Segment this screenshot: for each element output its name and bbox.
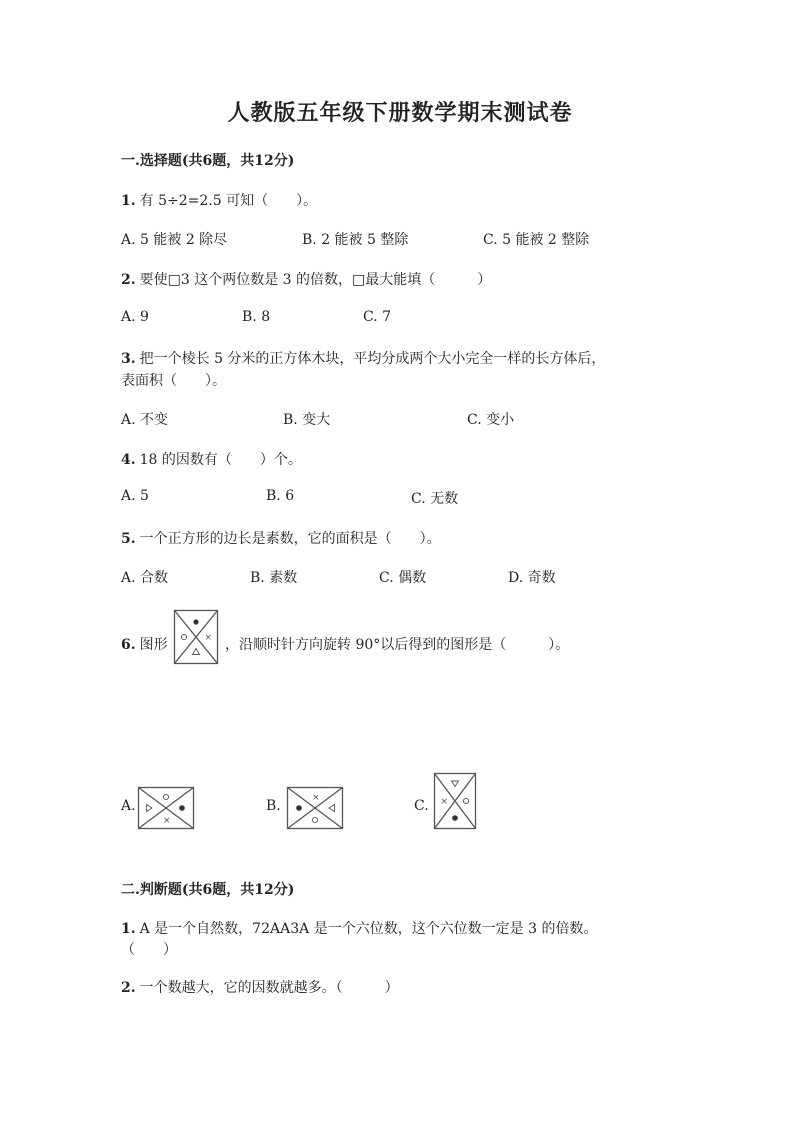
question-number: 3. bbox=[121, 351, 136, 367]
triangle-icon bbox=[147, 805, 153, 812]
question-text-prefix: 图形 bbox=[139, 637, 168, 653]
question-number: 1. bbox=[121, 193, 136, 209]
cross-icon: × bbox=[440, 797, 449, 807]
question-number: 5. bbox=[121, 531, 136, 547]
question-2 bbox=[121, 269, 491, 289]
q1-option-c: C. 5 能被 2 整除 bbox=[483, 232, 590, 248]
section-heading-choice: 一.选择题(共6题，共12分) bbox=[121, 153, 295, 169]
question-6-suffix: ，沿顺时针方向旋转 90°以后得到的图形是（ ）。 bbox=[225, 637, 570, 653]
question-3-line2: 表面积（ ）。 bbox=[121, 373, 226, 389]
triangle-icon bbox=[329, 805, 335, 812]
filled-dot-icon bbox=[296, 805, 302, 811]
section-heading-judgement: 二.判断题(共6题，共12分) bbox=[121, 882, 295, 898]
question-6-prefix bbox=[121, 634, 168, 654]
question-number: 4. bbox=[121, 452, 136, 468]
q5-option-a: A. 合数 bbox=[121, 570, 169, 586]
question-5 bbox=[121, 528, 441, 548]
page-title: 人教版五年级下册数学期末测试卷 bbox=[227, 100, 573, 126]
question-text: 要使□3 这个两位数是 3 的倍数，□最大能填（ ） bbox=[139, 272, 492, 288]
judgement-1-line2: （ ） bbox=[121, 942, 177, 958]
question-number: 2. bbox=[121, 980, 136, 996]
q6-option-a-label: A. bbox=[121, 798, 136, 814]
q4-option-a: A. 5 bbox=[121, 488, 149, 504]
question-text: 一个正方形的边长是素数，它的面积是（ ）。 bbox=[139, 531, 441, 547]
q2-option-b: B. 8 bbox=[242, 309, 271, 325]
q6-original-figure bbox=[173, 609, 219, 665]
question-text: 一个数越大，它的因数就越多。（ ） bbox=[139, 980, 399, 996]
q5-option-b: B. 素数 bbox=[250, 570, 298, 586]
q1-option-b: B. 2 能被 5 整除 bbox=[302, 232, 409, 248]
cross-icon: × bbox=[163, 816, 171, 826]
question-number: 6. bbox=[121, 637, 136, 653]
question-number: 2. bbox=[121, 272, 136, 288]
q3-option-a: A. 不变 bbox=[121, 412, 169, 428]
question-text-line1: A 是一个自然数，72AA3A 是一个六位数，这个六位数一定是 3 的倍数。 bbox=[139, 921, 598, 937]
question-3 bbox=[121, 348, 605, 368]
q4-option-b: B. 6 bbox=[266, 488, 295, 504]
question-text-line1: 把一个棱长 5 分米的正方体木块，平均分成两个大小完全一样的长方体后， bbox=[139, 351, 606, 367]
cross-icon: × bbox=[204, 633, 213, 643]
q1-option-a: A. 5 能被 2 除尽 bbox=[121, 232, 228, 248]
triangle-icon bbox=[452, 781, 459, 787]
question-4 bbox=[121, 449, 302, 469]
question-text: 有 5÷2=2.5 可知（ ）。 bbox=[139, 193, 318, 209]
filled-dot-icon bbox=[452, 815, 458, 821]
q6-option-c-label: C. bbox=[414, 798, 429, 814]
q6-option-a-figure bbox=[137, 786, 195, 830]
circle-icon bbox=[163, 794, 168, 799]
question-text: 18 的因数有（ ）个。 bbox=[139, 452, 302, 468]
q2-option-c: C. 7 bbox=[363, 309, 392, 325]
q3-option-c: C. 变小 bbox=[467, 412, 515, 428]
circle-icon bbox=[463, 798, 468, 803]
filled-dot-icon bbox=[193, 619, 198, 624]
cross-icon: × bbox=[312, 793, 320, 803]
question-1 bbox=[121, 190, 317, 210]
q3-option-b: B. 变大 bbox=[283, 412, 331, 428]
q6-option-b-figure bbox=[286, 786, 344, 830]
circle-icon bbox=[312, 817, 317, 822]
circle-icon bbox=[181, 634, 186, 639]
question-number: 1. bbox=[121, 921, 136, 937]
q2-option-a: A. 9 bbox=[121, 309, 149, 325]
q6-option-b-label: B. bbox=[266, 798, 281, 814]
judgement-2 bbox=[121, 977, 399, 997]
q5-option-d: D. 奇数 bbox=[508, 570, 556, 586]
filled-dot-icon bbox=[179, 805, 185, 811]
q4-option-c: C. 无数 bbox=[411, 491, 459, 507]
q6-option-c-figure bbox=[433, 772, 477, 830]
judgement-1 bbox=[121, 918, 598, 938]
q5-option-c: C. 偶数 bbox=[379, 570, 427, 586]
triangle-icon bbox=[193, 649, 200, 655]
